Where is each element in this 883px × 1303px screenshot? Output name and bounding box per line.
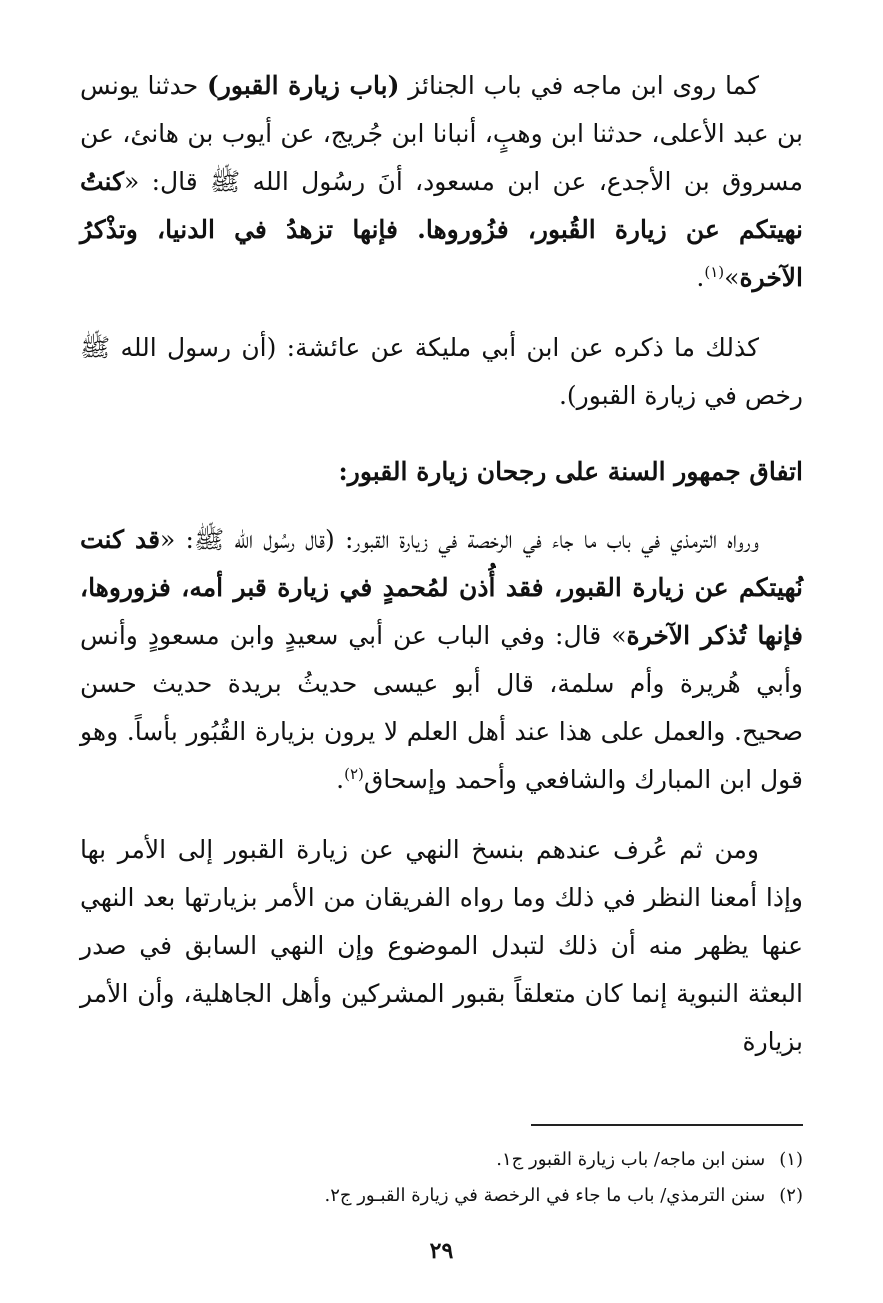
bold-hadith-text: كنتُ نهيتكم عن زيارة القُبور، فزُوروها. فإنها تزهدُ في الدنيا، وتذْكرُ الآخرة <box>80 167 803 292</box>
paragraph-text: » <box>724 263 740 292</box>
section-heading: اتفاق جمهور السنة على رجحان زيارة القبور: <box>338 457 803 486</box>
footnotes <box>80 1142 803 1214</box>
paragraph-text: ومن ثم عُرف عندهم بنسخ النهي عن زيارة القبور إلى الأمر بها وإذا أمعنا النظر في ذلك وما رواه الفريقان من الأمر بزيارتها بعد النهي عنها يظهر منه أن ذلك لتبدل الموضوع وإن النهي السابق في صدر البعثة النبوية إنما كان متعلقاً بقبور المشركين وأهل الجاهلية، وأن الأمر بزيارة <box>80 835 803 1056</box>
footnote-ref-1: (١) <box>704 263 725 281</box>
paragraph-text: . <box>336 765 345 794</box>
paragraph-ibn-majah <box>80 62 803 302</box>
paragraph-tirmidhi <box>80 516 803 804</box>
bold-chapter-title: (باب زيارة القبور) <box>207 71 400 100</box>
paragraph-text: كما روى ابن ماجه في باب الجنائز <box>399 71 759 100</box>
footnote-number: (١) <box>779 1149 803 1170</box>
footnote-item <box>80 1142 803 1178</box>
footnote-ref-2: (٢) <box>344 765 364 783</box>
paragraph-text: حدثنا يونس بن عبد الأعلى، حدثنا ابن وهبٍ، أنبانا ابن جُريج، عن أيوب بن هانئ، عن مسروق بن الأجدع، عن ابن مسعود، أنَ رسُول الله ﷺ قال: « <box>80 71 803 196</box>
footnote-number: (٢) <box>779 1185 803 1206</box>
paragraph-abrogation <box>80 826 803 1066</box>
bold-hadith-text: قد كنت نُهيتكم عن زيارة القبور، فقد أُذن لمُحمدٍ في زيارة قبر أمه، فزوروها، فإنها تُذكر الآخرة <box>80 525 803 650</box>
footnote-item <box>80 1178 803 1214</box>
page-body <box>80 62 803 1303</box>
footnote-divider <box>531 1124 803 1126</box>
paragraph-text: . <box>696 263 705 292</box>
footnote-text: سنن ابن ماجه/ باب زيارة القبور ج١. <box>496 1149 766 1170</box>
page-number: ٢٩ <box>429 1238 454 1264</box>
paragraph-text: كذلك ما ذكره عن ابن أبي مليكة عن عائشة: (أن رسول الله ﷺ رخص في زيارة القبور). <box>80 333 803 410</box>
footnote-text: سنن الترمذي/ باب ما جاء في الرخصة في زيارة القبـور ج٢. <box>324 1185 766 1206</box>
paragraph-text: » قال: وفي الباب عن أبي سعيدٍ وابن مسعودٍ وأنس وأبي هُريرة وأم سلمة، قال أبو عيسى حديثُ بريدة حديث حسن صحيح. والعمل على هذا عند أهل العلم لا يرون بزيارة القُبُور بأساً. وهو قول ابن المبارك والشافعي وأحمد وإسحاق <box>80 621 803 794</box>
paragraph-aisha <box>80 324 803 420</box>
paragraph-text: ورواه الترمذي في باب ما جاء في الرخصة في زيارة القبور: (قال رسُول الله ﷺ: « <box>160 525 760 554</box>
